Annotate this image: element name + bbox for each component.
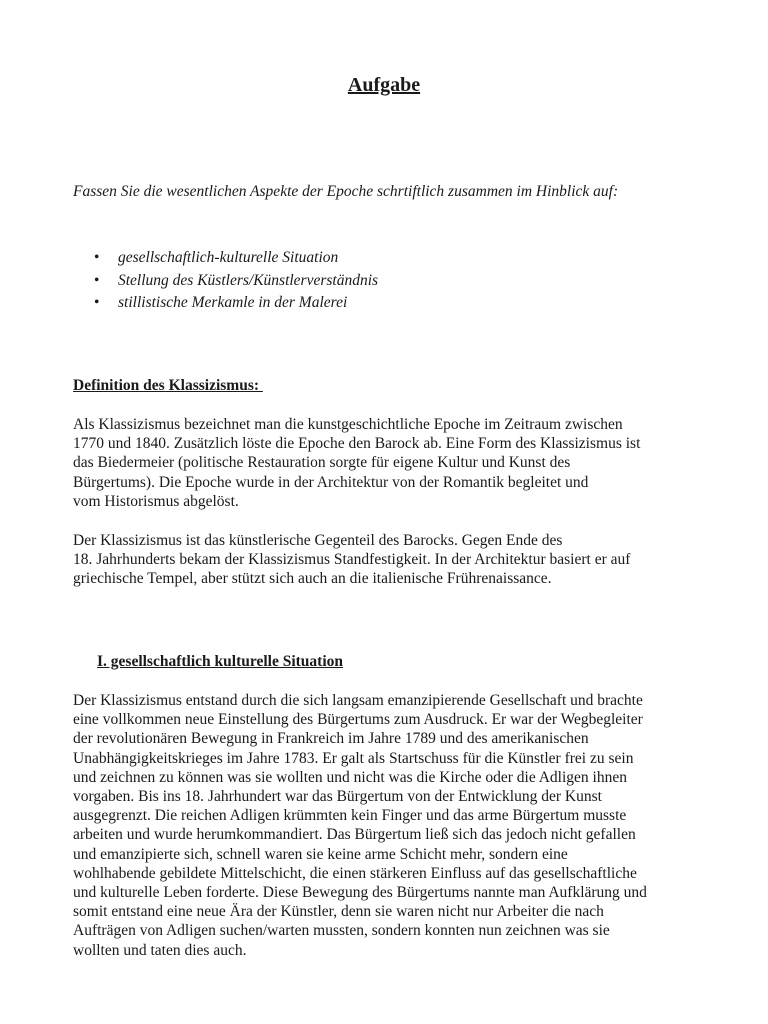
section-heading: I. gesellschaftlich kulturelle Situation (97, 653, 344, 670)
text-line: griechische Tempel, aber stützt sich auch an die italienische Frührenaissance. (73, 570, 552, 588)
text-line: 18. Jahrhunderts bekam der Klassizismus Standfestigkeit. In der Architektur basiert er auf (73, 551, 631, 569)
list-item-text: stillistische Merkamle in der Malerei (118, 294, 348, 311)
definition-paragraph-1 (73, 415, 713, 511)
text-line: Aufträgen von Adligen suchen/warten mussten, sondern konnten nun zeichnen was sie (73, 922, 610, 940)
text-line: vom Historismus abgelöst. (73, 492, 239, 510)
list-item (94, 292, 378, 315)
text-line: der revolutionären Bewegung in Frankreich im Jahre 1789 und des amerikanischen (73, 730, 589, 748)
text-line: 1770 und 1840. Zusätzlich löste die Epoche den Barock ab. Eine Form des Klassizismus ist (73, 435, 641, 453)
text-line: ausgegrenzt. Die reichen Adligen krümmten kein Finger und das arme Bürgertum musste (73, 807, 627, 825)
text-line: somit entstand eine neue Ära der Künstler, denn sie waren nicht nur Arbeiter die nach (73, 903, 604, 921)
list-item (94, 270, 378, 293)
text-line: das Biedermeier (politische Restauration sorgte für eigene Kultur und Kunst des (73, 454, 571, 472)
text-line: Der Klassizismus ist das künstlerische Gegenteil des Barocks. Gegen Ende des (73, 532, 563, 549)
text-line: wohlhabende gebildete Mittelschicht, die einen stärkeren Einfluss auf das gesellschaftliche (73, 864, 637, 882)
task-intro: Fassen Sie die wesentlichen Aspekte der Epoche schrtiftlich zusammen im Hinblick auf: (73, 183, 619, 200)
text-line: Bürgertums). Die Epoche wurde in der Architektur von der Romantik begleitet und (73, 473, 589, 491)
text-line: Der Klassizismus entstand durch die sich langsam emanzipierende Gesellschaft und brachte (73, 692, 643, 709)
text-line: eine vollkommen neue Einstellung des Bürgertums zum Ausdruck. Er war der Wegbegleiter (73, 711, 643, 729)
text-line: Als Klassizismus bezeichnet man die kunstgeschichtliche Epoche im Zeitraum zwischen (73, 416, 623, 433)
task-bullet-list (94, 247, 378, 315)
text-line: arbeiten und wurde herumkommandiert. Das Bürgertum ließ sich das jedoch nicht gefallen (73, 826, 636, 844)
text-line: vorgaben. Bis ins 18. Jahrhundert war das Bürgertum von der Entwicklung der Kunst (73, 788, 602, 806)
bullet-icon: • (94, 271, 100, 289)
list-item-text: gesellschaftlich-kulturelle Situation (118, 249, 339, 266)
text-line: wollten und taten dies auch. (73, 941, 247, 959)
page-title: Aufgabe (347, 74, 421, 96)
text-line: Unabhängigkeitskrieges im Jahre 1783. Er galt als Startschuss für die Künstler frei zu sein (73, 749, 634, 767)
bullet-icon: • (94, 249, 100, 266)
section-paragraph (73, 691, 713, 960)
list-item (94, 247, 378, 270)
text-line: und zeichnen zu können was sie wollten und nicht was die Kirche oder die Adligen ihnen (73, 768, 627, 786)
definition-heading: Definition des Klassizismus: (73, 377, 263, 394)
list-item-text: Stellung des Küstlers/Künstlerverständnis (118, 271, 379, 289)
bullet-icon: • (94, 294, 100, 311)
text-line: und kulturelle Leben forderte. Diese Bewegung des Bürgertums nannte man Aufklärung und (73, 884, 647, 902)
text-line: und emanzipierte sich, schnell waren sie keine arme Schicht mehr, sondern eine (73, 845, 568, 863)
definition-paragraph-2 (73, 531, 713, 589)
